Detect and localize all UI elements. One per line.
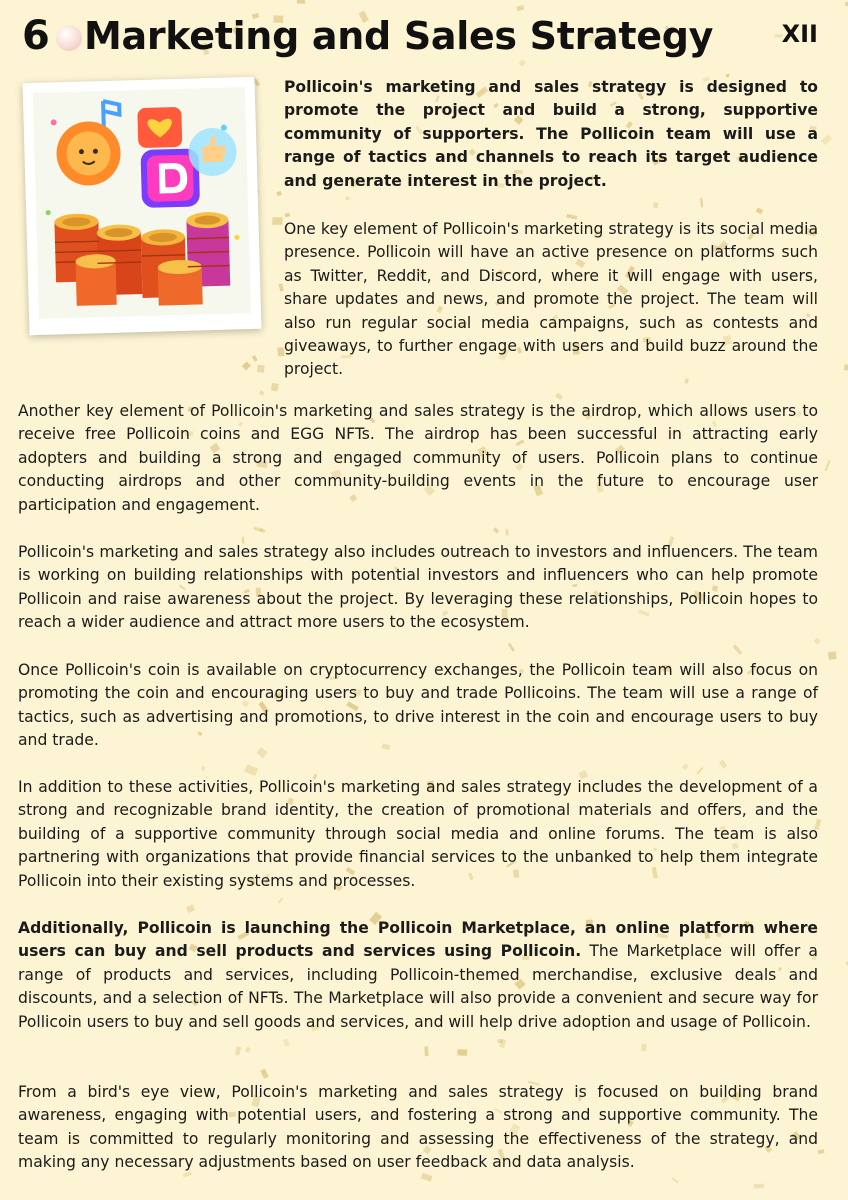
confetti-piece	[719, 760, 727, 769]
page-number: XII	[781, 20, 818, 48]
confetti-piece	[424, 1046, 428, 1056]
confetti-piece	[682, 763, 689, 770]
confetti-piece	[671, 1177, 679, 1184]
summary-paragraph: From a bird's eye view, Pollicoin's marketing and sales strategy is focused on building brand awareness, engaging with potential users, and fostering a strong and supportive community. The team is committed to regularly monitoring and assessing the effectiveness of the strategy, and making any necessary adjustments based on user feedback and data analysis.	[18, 1083, 818, 1172]
confetti-piece	[278, 897, 284, 903]
confetti-piece	[733, 644, 743, 655]
confetti-piece	[272, 217, 282, 225]
illustration-frame	[33, 87, 251, 319]
confetti-piece	[821, 134, 832, 145]
confetti-piece	[345, 197, 349, 200]
confetti-piece	[817, 1149, 824, 1154]
confetti-piece	[457, 1049, 467, 1056]
confetti-piece	[253, 527, 265, 534]
airdrop-paragraph: Another key element of Pollicoin's marketing and sales strategy is the airdrop, which allows users to receive free Pollicoin coins and EGG NFTs. The airdrop has been successful in attracting early adopters and building a strong and engaged community of users. Pollicoin plans to continue conducting airdrops and other community-building events in the future to encourage user participation and engagement.	[18, 402, 818, 514]
confetti-piece	[497, 1039, 503, 1044]
confetti-piece	[276, 191, 281, 196]
exchange-paragraph: Once Pollicoin's coin is available on cryptocurrency exchanges, the Pollicoin team will also focus on promoting the coin and encouraging users to buy and trade Pollicoins. The team will use a range of tactics, such as advertising and promotions, to drive interest in the coin and encourage users to buy and trade.	[18, 661, 818, 750]
confetti-piece	[271, 383, 279, 391]
confetti-piece	[252, 355, 258, 362]
confetti-piece	[202, 766, 206, 770]
confetti-piece	[297, 0, 305, 4]
confetti-piece	[186, 904, 195, 913]
confetti-piece	[653, 202, 658, 208]
page-title: Marketing and Sales Strategy	[84, 14, 714, 58]
pearl-dot-icon	[56, 25, 82, 51]
confetti-piece	[828, 651, 837, 660]
confetti-piece	[508, 643, 515, 652]
confetti-piece	[285, 213, 290, 218]
confetti-piece	[641, 1044, 648, 1052]
confetti-piece	[824, 460, 830, 471]
confetti-piece	[700, 198, 703, 208]
confetti-piece	[506, 529, 509, 535]
outreach-paragraph: Pollicoin's marketing and sales strategy also includes outreach to investors and influencers. The team is working on building relationships with potential investors and influencers who can help promote Pollicoin and raise awareness about the project. By leveraging these relationships, Pollicoin hopes to reach a wider audience and attract more users to the ecosystem.	[18, 543, 818, 632]
confetti-piece	[260, 1069, 268, 1079]
confetti-piece	[257, 365, 265, 373]
confetti-piece	[245, 1047, 251, 1053]
confetti-piece	[283, 1039, 289, 1047]
confetti-piece	[242, 361, 251, 370]
marketplace-lead-text: Additionally, Pollicoin is launching the Pollicoin Marketplace, an online platform where users can buy and sell products and services using Pollicoin.	[18, 919, 818, 961]
confetti-piece	[235, 1046, 241, 1055]
brand-paragraph: In addition to these activities, Pollicoin's marketing and sales strategy includes the development of a strong and recognizable brand identity, the creation of promotional materials and offers, and the building of a supportive community through social media and online forums. The team is also partnering with organizations that provide financial services to the unbanked to help them integrate Pollicoin into their existing systems and processes.	[18, 778, 818, 890]
pollicoin-coin-stacks-illustration	[33, 87, 251, 319]
confetti-piece	[814, 638, 821, 645]
confetti-piece	[555, 393, 563, 400]
social-media-paragraph: One key element of Pollicoin's marketing strategy is its social media presence. Pollicoin will have an active presence on platforms such as Twitter, Reddit, and Discord, where it will engage with users, share updates and news, and promote the project. The team will also run regular social media campaigns, such as contests and giveaways, to further engage with users and build buzz around the project.	[284, 220, 818, 379]
confetti-piece	[756, 207, 763, 214]
section-number: 6	[22, 13, 50, 59]
marketplace-paragraph	[18, 917, 818, 1034]
confetti-piece	[754, 1184, 764, 1189]
title-row	[22, 6, 826, 66]
confetti-piece	[697, 767, 704, 775]
confetti-piece	[844, 364, 848, 371]
confetti-piece	[244, 764, 258, 776]
illustration-photo	[23, 77, 262, 335]
confetti-piece	[259, 390, 265, 395]
intro-paragraph: Pollicoin's marketing and sales strategy is designed to promote the project and build a strong, supportive community of supporters. The Pollicoin team will use a range of tactics and channels to reach its target audience and generate interest in the project.	[284, 78, 818, 190]
confetti-piece	[493, 527, 499, 533]
marketplace-body-text: The Marketplace will offer a range of products and services, including Pollicoin-themed merchandise, exclusive deals and discounts, and a selection of NFTs. The Marketplace will also provide a convenient and secure way for Pollicoin users to buy and sell goods and services, and will help drive adoption and usage of Pollicoin.	[18, 942, 818, 1031]
